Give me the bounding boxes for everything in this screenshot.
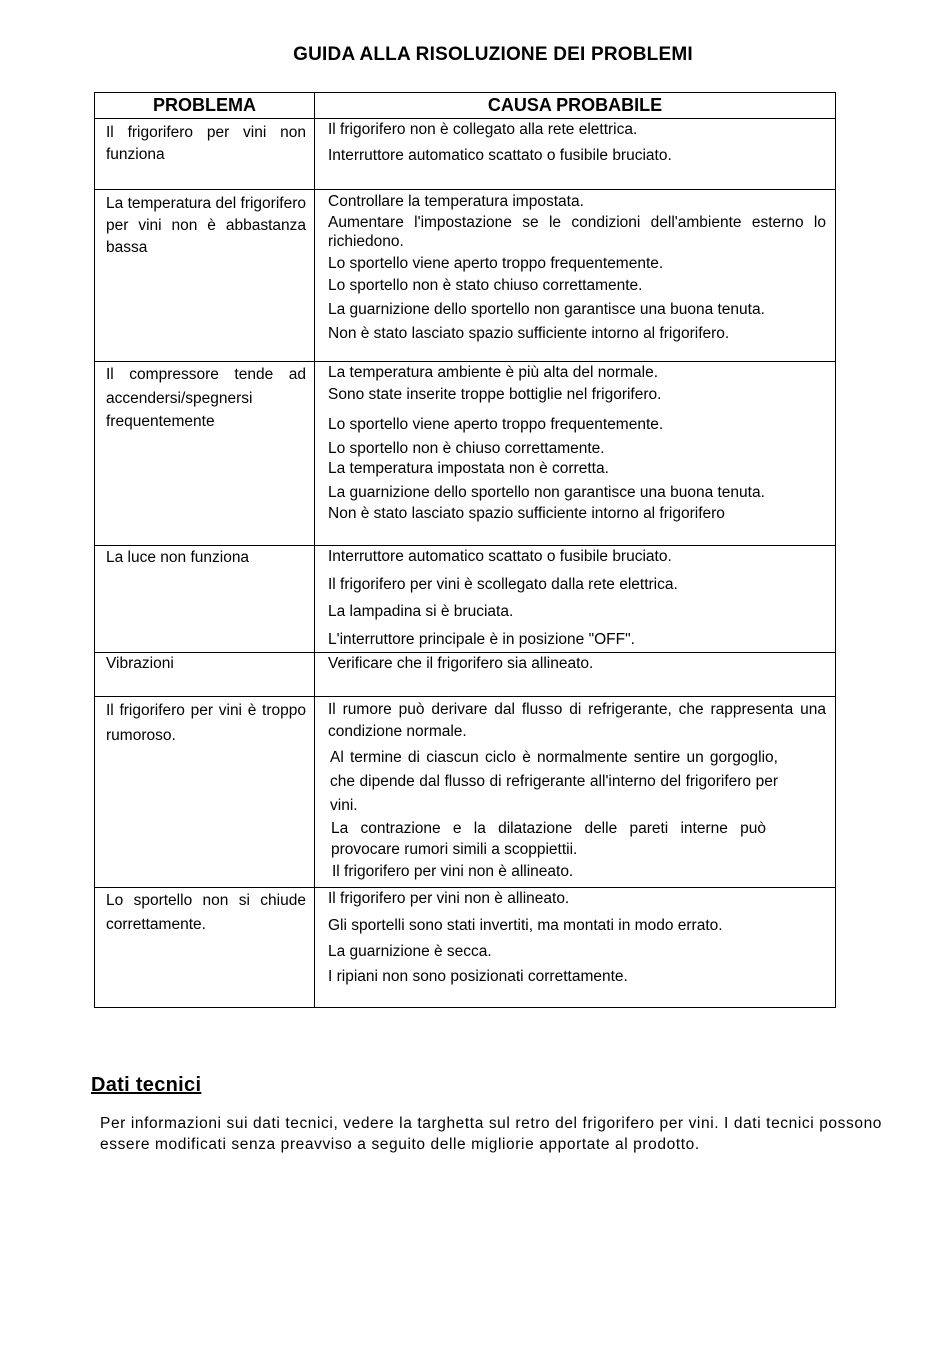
problem-text: Il frigorifero per vini non funziona xyxy=(106,124,306,163)
problem-cell xyxy=(95,888,315,1008)
problem-cell xyxy=(95,546,315,653)
cause-item: Il frigorifero per vini non è allineato. xyxy=(332,863,574,880)
cause-item: La guarnizione dello sportello non garantisce una buona tenuta. xyxy=(328,300,765,318)
cause-item: La lampadina si è bruciata. xyxy=(328,603,514,620)
cause-cell xyxy=(315,119,836,190)
cause-item: I ripiani non sono posizionati correttamente. xyxy=(328,967,628,985)
table-row xyxy=(95,190,836,362)
cause-item: Controllare la temperatura impostata. xyxy=(328,193,584,210)
table-row xyxy=(95,119,836,190)
table-row xyxy=(95,697,836,888)
cause-column-header: CAUSA PROBABILE xyxy=(315,93,836,119)
cause-item: Lo sportello viene aperto troppo frequentemente. xyxy=(328,254,664,272)
table-row xyxy=(95,546,836,653)
problem-cell xyxy=(95,190,315,362)
table-header-row xyxy=(95,93,836,119)
cause-cell xyxy=(315,888,836,1008)
problem-text: Il frigorifero per vini è troppo rumoroso. xyxy=(106,702,306,744)
cause-cell xyxy=(315,546,836,653)
cause-item: La contrazione e la dilatazione delle pareti interne può provocare rumori simili a scoppiettii. xyxy=(331,820,766,858)
cause-cell xyxy=(315,653,836,697)
cause-item: L'interruttore principale è in posizione "OFF". xyxy=(328,630,635,648)
table-row xyxy=(95,888,836,1008)
cause-item: Gli sportelli sono stati invertiti, ma montati in modo errato. xyxy=(328,916,723,934)
cause-item: Aumentare l'impostazione se le condizioni dell'ambiente esterno lo richiedono. xyxy=(328,213,826,250)
cause-cell xyxy=(315,362,836,546)
cause-item: Non è stato lasciato spazio sufficiente intorno al frigorifero. xyxy=(328,325,730,342)
cause-item: Al termine di ciascun ciclo è normalmente sentire un gorgoglio, che dipende dal flusso di refrigerante all'interno del frigorifero per vini. xyxy=(330,749,778,814)
troubleshooting-table xyxy=(94,92,836,1008)
page-title: GUIDA ALLA RISOLUZIONE DEI PROBLEMI xyxy=(293,44,693,65)
problem-column-header: PROBLEMA xyxy=(95,93,315,119)
cause-item: La temperatura impostata non è corretta. xyxy=(328,460,609,477)
problem-cell xyxy=(95,653,315,697)
cause-item: Interruttore automatico scattato o fusibile bruciato. xyxy=(328,146,672,164)
cause-item: Il frigorifero per vini è scollegato dalla rete elettrica. xyxy=(328,575,678,593)
problem-text: Lo sportello non si chiude correttamente. xyxy=(106,892,306,933)
cause-item: Il frigorifero non è collegato alla rete elettrica. xyxy=(328,121,638,138)
cause-cell xyxy=(315,190,836,362)
problem-text: Vibrazioni xyxy=(106,655,174,672)
problem-text: La temperatura del frigorifero per vini non è abbastanza bassa xyxy=(106,195,306,256)
cause-item: La guarnizione è secca. xyxy=(328,943,492,960)
cause-item: Il rumore può derivare dal flusso di refrigerante, che rappresenta una condizione normale. xyxy=(328,701,826,740)
cause-item: Sono state inserite troppe bottiglie nel frigorifero. xyxy=(328,385,662,403)
problem-text: La luce non funziona xyxy=(106,549,250,566)
cause-item: Lo sportello viene aperto troppo frequentemente. xyxy=(328,416,664,433)
table-row xyxy=(95,653,836,697)
problem-cell xyxy=(95,362,315,546)
cause-item: Non è stato lasciato spazio sufficiente intorno al frigorifero xyxy=(328,505,725,522)
cause-item: Lo sportello non è stato chiuso correttamente. xyxy=(328,277,643,294)
cause-item: Lo sportello non è chiuso correttamente. xyxy=(328,439,605,457)
cause-cell xyxy=(315,697,836,888)
cause-item: Verificare che il frigorifero sia allineato. xyxy=(328,655,594,672)
technical-data-paragraph: Per informazioni sui dati tecnici, vedere la targhetta sul retro del frigorifero per vini. I dati tecnici possono essere modificati senza preavviso a seguito delle migliorie apportate al prodotto. xyxy=(100,1115,883,1153)
cause-item: Il frigorifero per vini non è allineato. xyxy=(328,890,570,907)
cause-item: La temperatura ambiente è più alta del normale. xyxy=(328,364,659,381)
problem-text: Il compressore tende ad accendersi/spegnersi frequentemente xyxy=(106,366,306,430)
cause-item: La guarnizione dello sportello non garantisce una buona tenuta. xyxy=(328,483,765,501)
problem-cell xyxy=(95,119,315,190)
table-row xyxy=(95,362,836,546)
technical-data-heading: Dati tecnici xyxy=(91,1074,202,1096)
cause-item: Interruttore automatico scattato o fusibile bruciato. xyxy=(328,548,672,565)
problem-cell xyxy=(95,697,315,888)
